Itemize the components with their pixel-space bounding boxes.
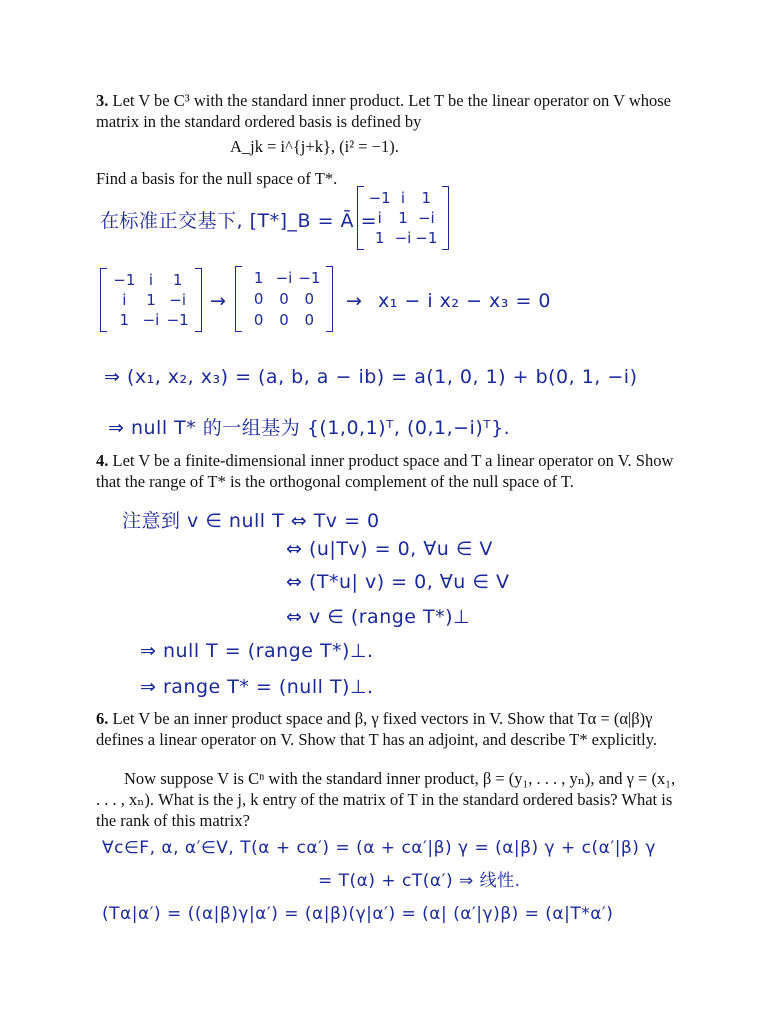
- problem-4-number: 4.: [96, 451, 109, 470]
- hw-line3: ⇒ (x₁, x₂, x₃) = (a, b, a − ib) = a(1, 0, 1) + b(0, 1, −i): [104, 366, 638, 388]
- problem-3-text: Let V be C³ with the standard inner product. Let T be the linear operator on V whose matrix in the standard ordered basis is defined by: [96, 91, 671, 131]
- hw-arrow-2: →: [346, 290, 363, 312]
- problem-3-formula: A_jk = i^{j+k}, (i² = −1).: [230, 137, 399, 156]
- hw-s3-line1: 在标准正交基下, [T*]_B = Ā =: [100, 210, 378, 232]
- matrix-cell: −1: [113, 271, 136, 289]
- matrix-cell: 1: [119, 311, 130, 329]
- problem-6-text: Let V be an inner product space and β, γ fixed vectors in V. Show that Tα = (α|β)γ defines a linear operator on V. Show that T has an adjoint, and describe T* explicitly.: [96, 709, 658, 749]
- hw-s4-line1: 注意到 v ∈ null T ⇔ Tv = 0: [122, 510, 380, 532]
- hw-arrow-1: →: [210, 290, 227, 312]
- matrix-a-cell: 1: [398, 209, 408, 227]
- hw-equation-1: x₁ − i x₂ − x₃ = 0: [378, 290, 551, 312]
- problem-4-text: Let V be a finite-dimensional inner product space and T a linear operator on V. Show that the range of T* is the orthogonal complement of the null space of T.: [96, 451, 674, 491]
- matrix-a-cell: −1: [368, 189, 391, 207]
- matrix-cell: −i: [275, 269, 293, 288]
- matrix-cell: −i: [142, 311, 160, 329]
- hw-s4-line3: ⇔ (T*u| v) = 0, ∀u ∈ V: [286, 571, 510, 593]
- matrix-cell: −1: [166, 311, 189, 329]
- matrix-a-cell: −1: [415, 229, 438, 247]
- hw-s4-line5: ⇒ null T = (range T*)⊥.: [140, 640, 374, 662]
- problem-6-number: 6.: [96, 709, 109, 728]
- problem-4-statement: [96, 450, 680, 492]
- matrix-a-cell: −i: [417, 209, 435, 227]
- matrix-cell: −1: [298, 269, 321, 288]
- problem-3-number: 3.: [96, 91, 109, 110]
- matrix-a-cell: −i: [394, 229, 412, 247]
- matrix-cell: 0: [253, 310, 264, 329]
- hw-s6-line1: ∀c∈F, α, α′∈V, T(α + cα′) = (α + cα′|β) γ = (α|β) γ + c(α′|β) γ: [102, 838, 656, 858]
- hw-s4-line4: ⇔ v ∈ (range T*)⊥: [286, 606, 471, 628]
- hw-s4-line6: ⇒ range T* = (null T)⊥.: [140, 676, 374, 698]
- problem-6-statement-2: Now suppose V is Cⁿ with the standard inner product, β = (y₁, . . . , yₙ), and γ = (x₁, . . . , xₙ). What is the j, k entry of the matrix of T in the standard ordered basis? What is the rank of this matrix?: [96, 769, 676, 830]
- matrix-cell: i: [122, 291, 127, 309]
- matrix-cell: 0: [279, 289, 289, 308]
- hw-s4-line2: ⇔ (u|Tv) = 0, ∀u ∈ V: [286, 538, 493, 560]
- matrix-cell: 1: [146, 291, 156, 309]
- hw-line4: ⇒ null T* 的一组基为 {(1,0,1)ᵀ, (0,1,−i)ᵀ}.: [108, 417, 511, 439]
- matrix-a-cell: i: [377, 209, 382, 227]
- matrix-a-copy: [100, 268, 202, 332]
- hw-s6-line2: = T(α) + cT(α′) ⇒ 线性.: [318, 871, 521, 891]
- matrix-cell: 1: [253, 269, 264, 288]
- matrix-cell: 0: [279, 310, 289, 329]
- matrix-a-cell: 1: [374, 229, 385, 247]
- matrix-cell: 1: [172, 271, 183, 289]
- matrix-cell: 0: [304, 289, 315, 308]
- matrix-a-cell: 1: [421, 189, 432, 207]
- problem-3-question: Find a basis for the null space of T*.: [96, 169, 338, 188]
- problem-3-statement: [96, 90, 680, 132]
- matrix-reduced: [235, 266, 333, 332]
- matrix-cell: 0: [304, 310, 315, 329]
- matrix-cell: −i: [169, 291, 187, 309]
- matrix-cell: i: [148, 271, 154, 289]
- hw-s6-line3: (Tα|α′) = ((α|β)γ|α′) = (α|β)(γ|α′) = (α| (α′|γ)β) = (α|T*α′): [102, 904, 614, 924]
- problem-6-statement: [96, 708, 680, 750]
- matrix-cell: 0: [253, 289, 264, 308]
- matrix-a-bar: [357, 186, 449, 250]
- matrix-a-cell: i: [400, 189, 406, 207]
